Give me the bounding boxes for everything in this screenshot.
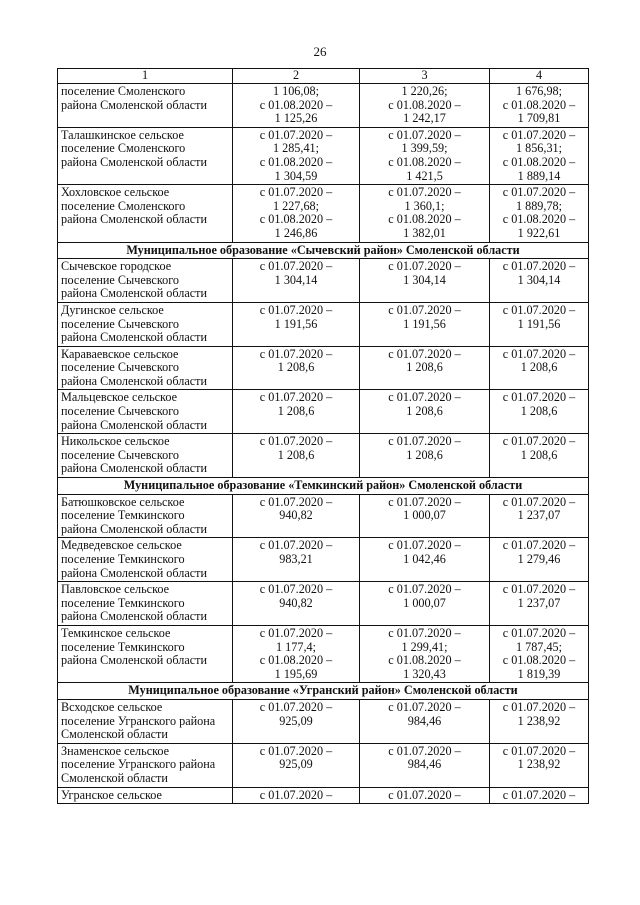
cell-line: поселение Сычевского xyxy=(61,360,180,375)
cell-line: поселение Темкинского xyxy=(61,508,185,523)
table-row xyxy=(58,699,589,743)
tariff-col2-cell xyxy=(233,743,360,787)
tariff-col4-cell xyxy=(490,302,589,346)
cell-line: 1 208,6 xyxy=(406,360,443,375)
cell-line: 1 208,6 xyxy=(277,447,315,462)
cell-line: поселение Темкинского xyxy=(61,595,185,610)
tariff-col4-cell xyxy=(490,390,589,434)
settlement-name-cell xyxy=(58,127,233,184)
settlement-name-cell xyxy=(58,787,233,804)
cell-line: с 01.08.2020 – xyxy=(388,154,461,169)
cell-line: с 01.08.2020 – xyxy=(259,154,333,169)
cell-line: с 01.07.2020 – xyxy=(388,743,461,758)
cell-line: с 01.07.2020 – xyxy=(259,625,333,640)
cell-line: с 01.08.2020 – xyxy=(502,212,576,227)
cell-line: Знаменское сельское xyxy=(61,743,170,758)
settlement-name-cell xyxy=(58,185,233,242)
table-row xyxy=(58,625,589,682)
tariff-col2-cell xyxy=(233,127,360,184)
tariff-col2-cell xyxy=(233,625,360,682)
cell-line: 1 208,6 xyxy=(406,447,443,462)
cell-line: района Смоленской области xyxy=(61,565,207,580)
cell-line: с 01.07.2020 – xyxy=(259,787,333,802)
cell-line: 1 191,56 xyxy=(403,316,446,331)
cell-line: 1 195,69 xyxy=(274,666,318,681)
tariff-col4-cell xyxy=(490,346,589,390)
tariff-col4-cell xyxy=(490,494,589,538)
cell-line: района Смоленской области xyxy=(61,330,207,345)
cell-line: 1 238,92 xyxy=(517,713,561,728)
cell-line: 1 177,4; xyxy=(276,639,316,654)
cell-line: района Смоленской области xyxy=(61,97,207,112)
cell-line: с 01.07.2020 – xyxy=(388,582,461,597)
tariff-col2-cell xyxy=(233,538,360,582)
cell-line: 1 208,6 xyxy=(406,404,443,419)
cell-line: с 01.07.2020 – xyxy=(259,494,333,509)
cell-line: 1 242,17 xyxy=(403,111,446,126)
cell-line: 1 220,26; xyxy=(401,84,448,98)
cell-line: Всходское сельское xyxy=(61,699,163,714)
cell-line: 984,46 xyxy=(407,757,442,772)
cell-line: района Смоленской области xyxy=(61,461,207,476)
cell-line: 925,09 xyxy=(279,757,313,772)
settlement-name-cell xyxy=(58,582,233,626)
cell-line: 940,82 xyxy=(279,595,313,610)
cell-line: 1 889,78; xyxy=(515,198,563,213)
cell-line: поселение Темкинского xyxy=(61,552,185,566)
cell-line: 1 856,31; xyxy=(515,141,563,156)
table-row xyxy=(58,390,589,434)
table-row xyxy=(58,494,589,538)
cell-line: 1 227,68; xyxy=(272,198,320,213)
cell-line: с 01.08.2020 – xyxy=(502,97,576,112)
cell-line: поселение Темкинского xyxy=(61,639,185,654)
cell-line: Хохловское сельское xyxy=(61,185,170,200)
cell-line: 1 676,98; xyxy=(515,84,563,98)
table-row xyxy=(58,185,589,242)
tariff-col3-cell xyxy=(360,434,490,478)
table-row xyxy=(58,538,589,582)
table-row xyxy=(58,743,589,787)
tariff-col4-cell xyxy=(490,625,589,682)
cell-line: с 01.08.2020 – xyxy=(388,97,461,112)
cell-line: с 01.07.2020 – xyxy=(388,127,461,142)
cell-line: 1 889,14 xyxy=(517,168,561,183)
cell-line: 1 208,6 xyxy=(520,360,558,375)
table-row xyxy=(58,582,589,626)
table-row xyxy=(58,259,589,303)
cell-line: поселение Смоленского xyxy=(61,198,186,213)
tariff-col4-cell xyxy=(490,127,589,184)
tariff-col3-cell xyxy=(360,538,490,582)
tariff-col4-cell xyxy=(490,434,589,478)
cell-line: 1 237,07 xyxy=(517,595,561,610)
settlement-name-cell xyxy=(58,390,233,434)
settlement-name-cell xyxy=(58,84,233,128)
settlement-name-cell xyxy=(58,538,233,582)
table-row xyxy=(58,346,589,390)
settlement-name-cell xyxy=(58,699,233,743)
settlement-name-cell xyxy=(58,494,233,538)
cell-line: с 01.07.2020 – xyxy=(502,494,576,509)
cell-line: поселение Смоленского xyxy=(61,84,186,98)
cell-line: с 01.07.2020 – xyxy=(388,390,461,405)
tariff-col2-cell xyxy=(233,582,360,626)
cell-line: 1 819,39 xyxy=(517,666,561,681)
tariff-col2-cell xyxy=(233,787,360,804)
cell-line: с 01.07.2020 – xyxy=(259,699,333,714)
cell-line: 1 304,14 xyxy=(403,272,446,287)
cell-line: 984,46 xyxy=(407,713,442,728)
cell-line: с 01.07.2020 – xyxy=(388,625,461,640)
table-body xyxy=(58,84,589,804)
cell-line: с 01.07.2020 – xyxy=(259,743,333,758)
cell-line: 1 238,92 xyxy=(517,757,561,772)
cell-line: Никольское сельское xyxy=(61,434,170,449)
cell-line: с 01.07.2020 – xyxy=(388,699,461,714)
cell-line: Мальцевское сельское xyxy=(61,390,177,405)
cell-line: района Смоленской области xyxy=(61,212,207,227)
table-row xyxy=(58,84,589,128)
cell-line: 1 246,86 xyxy=(274,225,318,240)
tariff-col3-cell xyxy=(360,787,490,804)
cell-line: с 01.07.2020 – xyxy=(502,743,576,758)
tariff-col3-cell xyxy=(360,259,490,303)
cell-line: 1 191,56 xyxy=(517,316,561,331)
tariff-col2-cell xyxy=(233,699,360,743)
cell-line: с 01.07.2020 – xyxy=(502,259,576,274)
section-row xyxy=(58,478,589,495)
cell-line: с 01.07.2020 – xyxy=(259,390,333,405)
cell-line: 1 382,01 xyxy=(403,225,446,240)
cell-line: 1 922,61 xyxy=(517,225,561,240)
tariff-col3-cell xyxy=(360,185,490,242)
cell-line: Угранское сельское xyxy=(61,787,162,802)
tariff-table xyxy=(57,68,589,804)
cell-line: района Смоленской области xyxy=(61,609,207,624)
cell-line: 1 787,45; xyxy=(515,639,563,654)
cell-line: 1 000,07 xyxy=(403,508,446,523)
tariff-col3-cell xyxy=(360,625,490,682)
tariff-col3-cell xyxy=(360,127,490,184)
cell-line: с 01.08.2020 – xyxy=(259,653,333,668)
cell-line: Смоленской области xyxy=(61,727,168,742)
cell-line: 1 285,41; xyxy=(272,141,320,156)
cell-line: Караваевское сельское xyxy=(61,346,179,361)
tariff-col3-cell xyxy=(360,699,490,743)
cell-line: 1 000,07 xyxy=(403,595,446,610)
cell-line: 1 421,5 xyxy=(406,168,443,183)
cell-line: 1 399,59; xyxy=(401,141,448,156)
cell-line: 1 125,26 xyxy=(274,111,318,126)
column-header: 1 xyxy=(58,69,233,84)
cell-line: с 01.07.2020 – xyxy=(388,346,461,361)
cell-line: 1 304,14 xyxy=(274,272,318,287)
cell-line: с 01.08.2020 – xyxy=(502,653,576,668)
cell-line: 1 299,41; xyxy=(401,639,448,654)
cell-line: с 01.07.2020 – xyxy=(502,787,576,802)
cell-line: с 01.08.2020 – xyxy=(388,212,461,227)
cell-line: 1 042,46 xyxy=(403,552,446,566)
cell-line: с 01.07.2020 – xyxy=(388,538,461,553)
cell-line: с 01.07.2020 – xyxy=(502,127,576,142)
cell-line: 1 279,46 xyxy=(517,552,561,566)
tariff-col3-cell xyxy=(360,346,490,390)
tariff-col3-cell xyxy=(360,494,490,538)
cell-line: с 01.07.2020 – xyxy=(502,434,576,449)
cell-line: с 01.07.2020 – xyxy=(259,302,333,317)
cell-line: 925,09 xyxy=(279,713,313,728)
cell-line: с 01.07.2020 – xyxy=(502,390,576,405)
cell-line: Медведевское сельское xyxy=(61,538,182,553)
cell-line: 940,82 xyxy=(279,508,313,523)
page-number: 26 xyxy=(313,44,327,59)
tariff-col2-cell xyxy=(233,84,360,128)
cell-line: с 01.07.2020 – xyxy=(502,185,576,200)
tariff-col2-cell xyxy=(233,302,360,346)
cell-line: района Смоленской области xyxy=(61,417,207,432)
cell-line: с 01.08.2020 – xyxy=(502,154,576,169)
tariff-col4-cell xyxy=(490,84,589,128)
cell-line: с 01.07.2020 – xyxy=(388,302,461,317)
cell-line: с 01.07.2020 – xyxy=(502,346,576,361)
cell-line: 1 208,6 xyxy=(520,404,558,419)
cell-line: с 01.07.2020 – xyxy=(259,127,333,142)
cell-line: Темкинское сельское xyxy=(61,625,171,640)
cell-line: с 01.07.2020 – xyxy=(502,302,576,317)
cell-line: с 01.08.2020 – xyxy=(259,212,333,227)
tariff-col3-cell xyxy=(360,390,490,434)
section-title: Муниципальное образование «Темкинский район» Смоленской области xyxy=(58,478,589,495)
cell-line: 1 106,08; xyxy=(272,84,320,98)
section-title: Муниципальное образование «Угранский район» Смоленской области xyxy=(58,683,589,700)
cell-line: поселение Угранского района xyxy=(61,757,216,772)
cell-line: поселение Сычевского xyxy=(61,316,180,331)
table-row xyxy=(58,787,589,804)
tariff-col3-cell xyxy=(360,743,490,787)
settlement-name-cell xyxy=(58,743,233,787)
cell-line: 1 304,59 xyxy=(274,168,318,183)
cell-line: 1 208,6 xyxy=(520,447,558,462)
cell-line: района Смоленской области xyxy=(61,154,207,169)
settlement-name-cell xyxy=(58,434,233,478)
section-row xyxy=(58,242,589,259)
cell-line: с 01.07.2020 – xyxy=(259,582,333,597)
tariff-col4-cell xyxy=(490,185,589,242)
column-header: 4 xyxy=(490,69,589,84)
cell-line: 1 237,07 xyxy=(517,508,561,523)
cell-line: с 01.07.2020 – xyxy=(259,434,333,449)
cell-line: района Смоленской области xyxy=(61,521,207,536)
tariff-col3-cell xyxy=(360,84,490,128)
settlement-name-cell xyxy=(58,259,233,303)
cell-line: 1 208,6 xyxy=(277,404,315,419)
tariff-col2-cell xyxy=(233,346,360,390)
cell-line: Батюшковское сельское xyxy=(61,494,185,509)
column-header: 3 xyxy=(360,69,490,84)
cell-line: Смоленской области xyxy=(61,770,168,785)
tariff-col3-cell xyxy=(360,582,490,626)
cell-line: 983,21 xyxy=(279,552,313,566)
column-header: 2 xyxy=(233,69,360,84)
tariff-col4-cell xyxy=(490,787,589,804)
cell-line: района Смоленской области xyxy=(61,653,207,668)
section-row xyxy=(58,683,589,700)
cell-line: 1 709,81 xyxy=(517,111,561,126)
cell-line: Талашкинское сельское xyxy=(61,127,184,142)
cell-line: с 01.08.2020 – xyxy=(259,97,333,112)
cell-line: поселение Сычевского xyxy=(61,447,180,462)
tariff-col4-cell xyxy=(490,743,589,787)
table-row xyxy=(58,434,589,478)
tariff-col4-cell xyxy=(490,259,589,303)
tariff-col2-cell xyxy=(233,494,360,538)
tariff-col2-cell xyxy=(233,185,360,242)
cell-line: Сычевское городское xyxy=(61,259,172,274)
tariff-col3-cell xyxy=(360,302,490,346)
cell-line: 1 208,6 xyxy=(277,360,315,375)
settlement-name-cell xyxy=(58,302,233,346)
tariff-col2-cell xyxy=(233,259,360,303)
cell-line: с 01.07.2020 – xyxy=(388,185,461,200)
tariff-col4-cell xyxy=(490,699,589,743)
tariff-col2-cell xyxy=(233,434,360,478)
cell-line: с 01.07.2020 – xyxy=(259,538,333,553)
cell-line: с 01.07.2020 – xyxy=(259,346,333,361)
cell-line: с 01.07.2020 – xyxy=(259,185,333,200)
cell-line: с 01.07.2020 – xyxy=(388,494,461,509)
cell-line: Дугинское сельское xyxy=(61,302,164,317)
table-header xyxy=(58,69,589,84)
cell-line: поселение Сычевского xyxy=(61,404,180,419)
table-row xyxy=(58,302,589,346)
cell-line: с 01.07.2020 – xyxy=(502,538,576,553)
cell-line: 1 360,1; xyxy=(404,198,445,213)
cell-line: района Смоленской области xyxy=(61,373,207,388)
table-row xyxy=(58,127,589,184)
cell-line: с 01.07.2020 – xyxy=(259,259,333,274)
section-title: Муниципальное образование «Сычевский район» Смоленской области xyxy=(58,242,589,259)
settlement-name-cell xyxy=(58,625,233,682)
cell-line: 1 320,43 xyxy=(403,666,446,681)
cell-line: с 01.07.2020 – xyxy=(388,259,461,274)
cell-line: поселение Смоленского xyxy=(61,141,186,156)
cell-line: 1 191,56 xyxy=(274,316,318,331)
tariff-col2-cell xyxy=(233,390,360,434)
cell-line: с 01.08.2020 – xyxy=(388,653,461,668)
settlement-name-cell xyxy=(58,346,233,390)
cell-line: поселение Сычевского xyxy=(61,272,180,287)
cell-line: с 01.07.2020 – xyxy=(388,787,461,802)
cell-line: Павловское сельское xyxy=(61,582,170,597)
cell-line: с 01.07.2020 – xyxy=(502,699,576,714)
cell-line: с 01.07.2020 – xyxy=(388,434,461,449)
cell-line: 1 304,14 xyxy=(517,272,561,287)
tariff-col4-cell xyxy=(490,538,589,582)
tariff-col4-cell xyxy=(490,582,589,626)
cell-line: с 01.07.2020 – xyxy=(502,582,576,597)
cell-line: с 01.07.2020 – xyxy=(502,625,576,640)
cell-line: поселение Угранского района xyxy=(61,713,216,728)
cell-line: района Смоленской области xyxy=(61,286,207,301)
